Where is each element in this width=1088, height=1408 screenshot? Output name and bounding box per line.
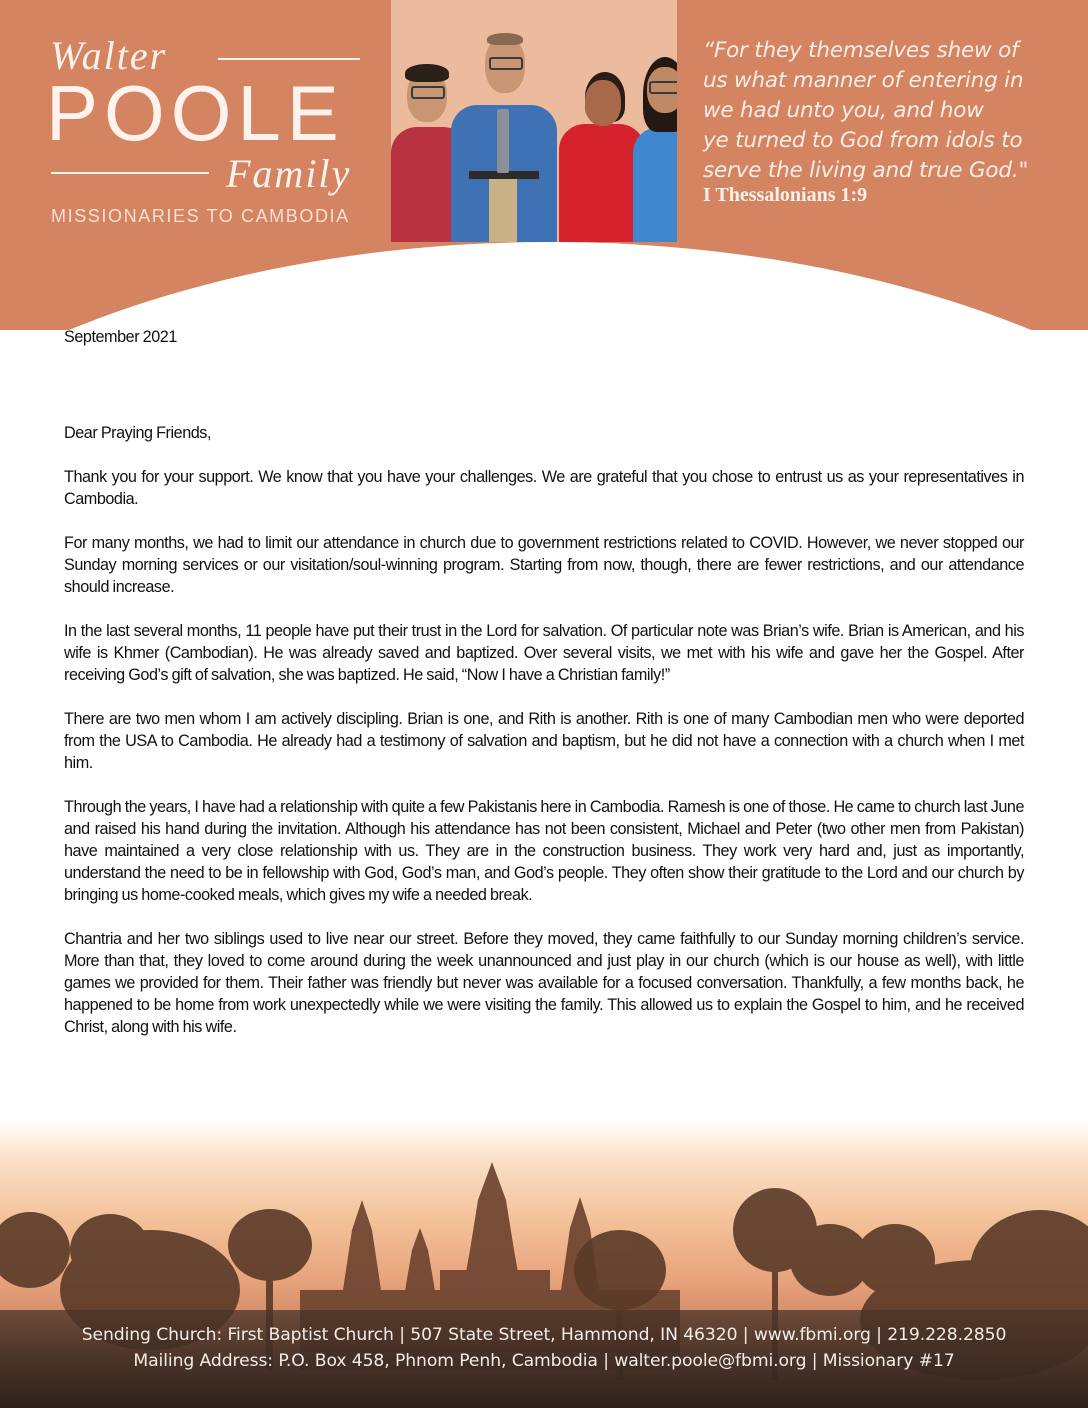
quote-line: “For they themselves shew of <box>703 38 1019 63</box>
footer-banner <box>0 1120 1088 1408</box>
person-daughter <box>633 57 677 242</box>
quote-line: we had unto you, and how <box>703 98 984 123</box>
logo-tagline: MISSIONARIES TO CAMBODIA <box>51 206 350 226</box>
sending-church-line: Sending Church: First Baptist Church | 507 State Street, Hammond, IN 46320 | www.fbmi.org | 219.228.2850 <box>81 1325 1007 1345</box>
logo-family: Family <box>226 151 352 196</box>
logo-rule-bottom <box>51 172 209 174</box>
logo-last-name: POOLE <box>46 69 345 157</box>
letter-paragraph: Thank you for your support. We know that you have your challenges. We are grateful that you chose to entrust us as your representatives in Cambodia. <box>64 468 1024 508</box>
letter-paragraph: In the last several months, 11 people have put their trust in the Lord for salvation. Of particular note was Brian’s wife. Brian is American, and his wife is Khmer (Cambodian). He was already saved and baptized. Over several visits, we met with his wife and gave her the Gospel. After receiving God’s gift of salvation, she was baptized. He said, “Now I have a Christian family!” <box>64 622 1024 684</box>
letter-salutation: Dear Praying Friends, <box>64 424 211 442</box>
letter-paragraph: Through the years, I have had a relationship with quite a few Pakistanis here in Cambodia. Ramesh is one of those. He came to church last June and raised his hand during the invitation. Although his attendance has not been consistent, Michael and Peter (two other men from Pakistan) have maintained a very close relationship with us. They are in the construction business. They work very hard and, just as importantly, understand the need to be in fellowship with God, God’s man, and God’s people. They often show their gratitude to the Lord and our church by bringing us home-cooked meals, which gives my wife a needed break. <box>64 798 1024 904</box>
letter-body <box>64 326 1024 1060</box>
quote-line: serve the living and true God." <box>703 158 1029 183</box>
mailing-address-line: Mailing Address: P.O. Box 458, Phnom Penh, Cambodia | walter.poole@fbmi.org | Missionary #17 <box>133 1351 955 1371</box>
letter-paragraph: For many months, we had to limit our attendance in church due to government restrictions related to COVID. However, we never stopped our Sunday morning services or our visitation/soul-winning program. Starting from now, though, there are fewer restrictions, and our attendance should increase. <box>64 534 1024 596</box>
quote-line: us what manner of entering in <box>703 68 1024 93</box>
scripture-quote <box>703 36 1073 186</box>
letter-paragraph: Chantria and her two siblings used to live near our street. Before they moved, they came faithfully to our Sunday morning children’s service. More than that, they loved to come around during the week unannounced and just play in our church (which is our house as well), with little games we provided for them. Their father was friendly but never was available for a focused conversation. Thankfully, a few months back, he happened to be home from work unexpectedly while we were visiting the family. This allowed us to explain the Gospel to him, and he received Christ, along with his wife. <box>64 930 1024 1036</box>
scripture-reference: I Thessalonians 1:9 <box>703 184 868 206</box>
footer-contact <box>0 1322 1088 1374</box>
letterhead-header <box>0 0 1088 330</box>
quote-line: ye turned to God from idols to <box>703 128 1023 153</box>
letter-paragraph: There are two men whom I am actively discipling. Brian is one, and Rith is another. Rith is one of many Cambodian men who were deported from the USA to Cambodia. He already had a testimony of salvation and baptism, but he did not have a connection with a church when I met him. <box>64 710 1024 772</box>
logo-first-name: Walter <box>50 33 168 78</box>
family-photo <box>391 0 677 242</box>
letter-date: September 2021 <box>64 328 177 346</box>
logo-rule-top <box>218 58 360 60</box>
person-father <box>449 37 559 242</box>
